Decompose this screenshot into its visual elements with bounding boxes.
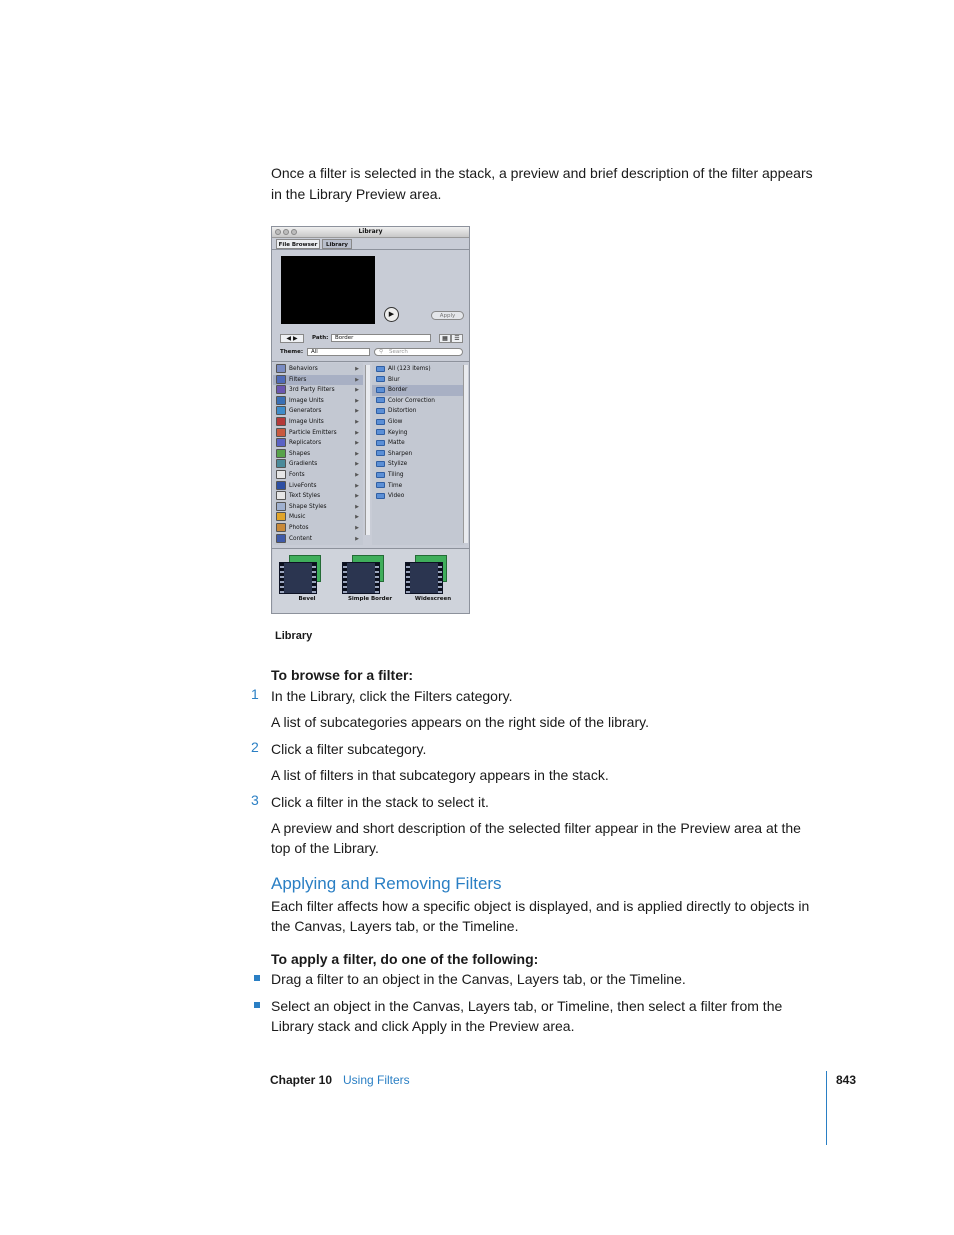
folder-icon — [376, 366, 385, 372]
category-item[interactable] — [273, 459, 363, 470]
step-3-result-line-1: A preview and short description of the selected filter appear in the Preview area at the — [271, 820, 801, 836]
subcategory-label: Matte — [388, 440, 405, 447]
film-strip-icon — [342, 562, 380, 594]
disclosure-arrow-icon: ▶ — [355, 493, 359, 500]
category-item[interactable] — [273, 428, 363, 439]
folder-icon — [376, 450, 385, 456]
disclosure-arrow-icon: ▶ — [355, 429, 359, 436]
category-icon — [276, 438, 286, 447]
folder-icon — [376, 472, 385, 478]
category-icon — [276, 406, 286, 415]
category-icon — [276, 459, 286, 468]
search-placeholder: Search — [389, 349, 408, 355]
category-label: Replicators — [289, 440, 322, 447]
theme-label: Theme: — [280, 349, 304, 355]
footer-rule — [826, 1071, 827, 1145]
apply-button[interactable]: Apply — [431, 311, 464, 320]
disclosure-arrow-icon: ▶ — [355, 397, 359, 404]
category-label: Behaviors — [289, 366, 318, 372]
category-item[interactable] — [273, 481, 363, 492]
category-label: Gradients — [289, 461, 318, 468]
category-item[interactable] — [273, 491, 363, 502]
folder-icon — [376, 376, 385, 382]
subcategory-item[interactable] — [372, 385, 464, 396]
bullet-2-line-2: Library stack and click Apply in the Preview area. — [271, 1018, 575, 1034]
section-heading: Applying and Removing Filters — [271, 874, 502, 893]
page-number: 843 — [836, 1073, 857, 1087]
subcategory-label: Time — [388, 482, 403, 489]
subcategory-item[interactable] — [372, 438, 464, 449]
stack-filter-item[interactable] — [403, 552, 463, 612]
subcategory-item[interactable] — [372, 364, 464, 375]
category-label: Image Units — [289, 397, 324, 404]
subcategory-item[interactable] — [372, 428, 464, 439]
bullet-2-text — [271, 996, 782, 1036]
category-item[interactable] — [273, 417, 363, 428]
play-icon[interactable]: ▶ — [384, 307, 399, 322]
disclosure-arrow-icon: ▶ — [355, 387, 359, 394]
section-paragraph-line-2: the Canvas, Layers tab, or the Timeline. — [271, 918, 519, 934]
category-icon — [276, 470, 286, 479]
category-icon — [276, 481, 286, 490]
step-2-text: Click a filter subcategory. — [271, 741, 427, 757]
library-window-screenshot — [271, 226, 470, 614]
category-item[interactable] — [273, 364, 363, 375]
disclosure-arrow-icon: ▶ — [355, 450, 359, 457]
window-titlebar — [272, 227, 469, 238]
subcategory-label: Video — [388, 493, 405, 500]
category-label: Particle Emitters — [289, 429, 337, 436]
bullet-1-text: Drag a filter to an object in the Canvas, Layers tab, or the Timeline. — [271, 971, 686, 987]
category-label: Photos — [289, 525, 309, 531]
subcategory-label: Tiling — [388, 472, 404, 478]
disclosure-arrow-icon: ▶ — [355, 525, 359, 531]
disclosure-arrow-icon: ▶ — [355, 514, 359, 521]
back-forward-buttons[interactable]: ◀ ▶ — [280, 334, 304, 343]
tab-file-browser[interactable]: File Browser — [276, 239, 320, 249]
category-label: Filters — [289, 376, 307, 383]
category-label: Generators — [289, 408, 322, 415]
disclosure-arrow-icon: ▶ — [355, 419, 359, 425]
disclosure-arrow-icon: ▶ — [355, 366, 359, 372]
subcategory-label: Stylize — [388, 461, 408, 468]
step-3-result — [271, 818, 801, 858]
folder-icon — [376, 482, 385, 488]
stack-filter-label: Bevel — [298, 596, 316, 602]
subcategory-label: Keying — [388, 429, 408, 436]
folder-icon — [376, 440, 385, 446]
subcategory-item[interactable] — [372, 470, 464, 481]
path-popup[interactable]: Border — [331, 334, 431, 342]
theme-popup[interactable]: All — [307, 348, 370, 356]
folder-icon — [376, 408, 385, 414]
path-label: Path: — [312, 335, 329, 341]
category-icon — [276, 417, 286, 426]
category-icon — [276, 534, 286, 543]
category-item[interactable] — [273, 396, 363, 407]
category-icon — [276, 502, 286, 511]
intro-line-1: Once a filter is selected in the stack, a preview and brief description of the filter appears — [271, 165, 813, 181]
search-icon: ⚲ — [379, 349, 384, 355]
subcategory-label: Sharpen — [388, 450, 413, 457]
step-2-number: 2 — [251, 739, 259, 755]
stack-filter-item[interactable] — [340, 552, 400, 612]
category-icon — [276, 449, 286, 458]
window-title: Library — [358, 228, 383, 235]
stack-filter-label: Widescreen — [414, 596, 452, 602]
stack-filter-item[interactable] — [277, 552, 337, 612]
category-label: Text Styles — [289, 493, 321, 500]
category-label: Shapes — [289, 450, 311, 457]
bullet-1-marker — [254, 975, 260, 981]
category-icon — [276, 364, 286, 373]
subcategory-label: Border — [388, 387, 408, 394]
subcategory-item[interactable] — [372, 396, 464, 407]
search-field[interactable] — [374, 348, 463, 356]
subcategory-list — [372, 363, 464, 545]
subcategory-item[interactable] — [372, 375, 464, 386]
intro-line-2: in the Library Preview area. — [271, 186, 442, 202]
bullet-2-marker — [254, 1002, 260, 1008]
stack-area — [273, 549, 469, 613]
category-item[interactable] — [273, 406, 363, 417]
folder-icon — [376, 387, 385, 393]
film-strip-icon — [279, 562, 317, 594]
section-paragraph-line-1: Each filter affects how a specific object is displayed, and is applied directly to objects in — [271, 898, 810, 914]
category-item[interactable] — [273, 449, 363, 460]
category-item[interactable] — [273, 523, 363, 534]
subcategory-label: Glow — [388, 419, 403, 425]
category-item[interactable] — [273, 534, 363, 545]
category-list — [273, 363, 363, 545]
disclosure-arrow-icon: ▶ — [355, 535, 359, 542]
category-label: Image Units — [289, 419, 324, 425]
step-3-number: 3 — [251, 792, 259, 808]
disclosure-arrow-icon: ▶ — [355, 376, 359, 383]
subcategory-item[interactable] — [372, 481, 464, 492]
intro-paragraph — [271, 163, 813, 204]
folder-icon — [376, 419, 385, 425]
category-item[interactable] — [273, 385, 363, 396]
subcategory-label: Blur — [388, 376, 400, 383]
disclosure-arrow-icon: ▶ — [355, 440, 359, 447]
step-1-number: 1 — [251, 686, 259, 702]
folder-icon — [376, 429, 385, 435]
subcategory-item[interactable] — [372, 491, 464, 502]
folder-icon — [376, 461, 385, 467]
category-icon — [276, 512, 286, 521]
subcategory-item[interactable] — [372, 417, 464, 428]
bullet-2-line-1: Select an object in the Canvas, Layers tab, or Timeline, then select a filter from the — [271, 998, 783, 1014]
subcategory-label: All (123 items) — [388, 366, 431, 372]
category-item[interactable] — [273, 470, 363, 481]
film-strip-icon — [405, 562, 443, 594]
category-icon — [276, 428, 286, 437]
category-item[interactable] — [273, 502, 363, 513]
figure-caption: Library — [275, 630, 313, 642]
disclosure-arrow-icon: ▶ — [355, 482, 359, 489]
apply-heading: To apply a filter, do one of the following: — [271, 951, 539, 967]
step-3-result-line-2: top of the Library. — [271, 840, 379, 856]
category-item[interactable] — [273, 375, 363, 386]
category-label: Shape Styles — [289, 503, 327, 510]
category-label: Fonts — [289, 472, 305, 478]
category-icon — [276, 523, 286, 532]
category-label: Content — [289, 535, 313, 542]
subcategory-label: Distortion — [388, 408, 417, 415]
step-1-text: In the Library, click the Filters category. — [271, 688, 513, 704]
category-icon — [276, 396, 286, 405]
step-2-result: A list of filters in that subcategory appears in the stack. — [271, 767, 609, 783]
category-scrollbar[interactable] — [365, 365, 370, 535]
tab-library[interactable]: Library — [322, 239, 352, 249]
subcategory-scrollbar[interactable] — [463, 365, 468, 543]
disclosure-arrow-icon: ▶ — [355, 472, 359, 478]
icon-view-button[interactable]: ▦ — [439, 334, 451, 343]
section-paragraph — [271, 896, 809, 936]
footer-chapter-title[interactable]: Using Filters — [343, 1073, 410, 1087]
subcategory-item[interactable] — [372, 406, 464, 417]
category-label: Music — [289, 514, 306, 521]
footer-chapter: Chapter 10 — [270, 1073, 333, 1087]
category-item[interactable] — [273, 438, 363, 449]
subcategory-item[interactable] — [372, 449, 464, 460]
step-3-text: Click a filter in the stack to select it. — [271, 794, 489, 810]
disclosure-arrow-icon: ▶ — [355, 461, 359, 468]
category-label: 3rd Party Filters — [289, 387, 335, 394]
category-icon — [276, 385, 286, 394]
folder-icon — [376, 397, 385, 403]
disclosure-arrow-icon: ▶ — [355, 503, 359, 510]
category-item[interactable] — [273, 512, 363, 523]
browse-heading: To browse for a filter: — [271, 667, 414, 683]
folder-icon — [376, 493, 385, 499]
stack-filter-label: Simple Border — [347, 596, 393, 602]
disclosure-arrow-icon: ▶ — [355, 408, 359, 415]
subcategory-item[interactable] — [372, 459, 464, 470]
category-icon — [276, 375, 286, 384]
category-icon — [276, 491, 286, 500]
list-view-button[interactable]: ☰ — [451, 334, 463, 343]
preview-area — [281, 256, 375, 324]
step-1-result: A list of subcategories appears on the right side of the library. — [271, 714, 649, 730]
category-label: LiveFonts — [289, 482, 317, 489]
subcategory-label: Color Correction — [388, 397, 435, 404]
